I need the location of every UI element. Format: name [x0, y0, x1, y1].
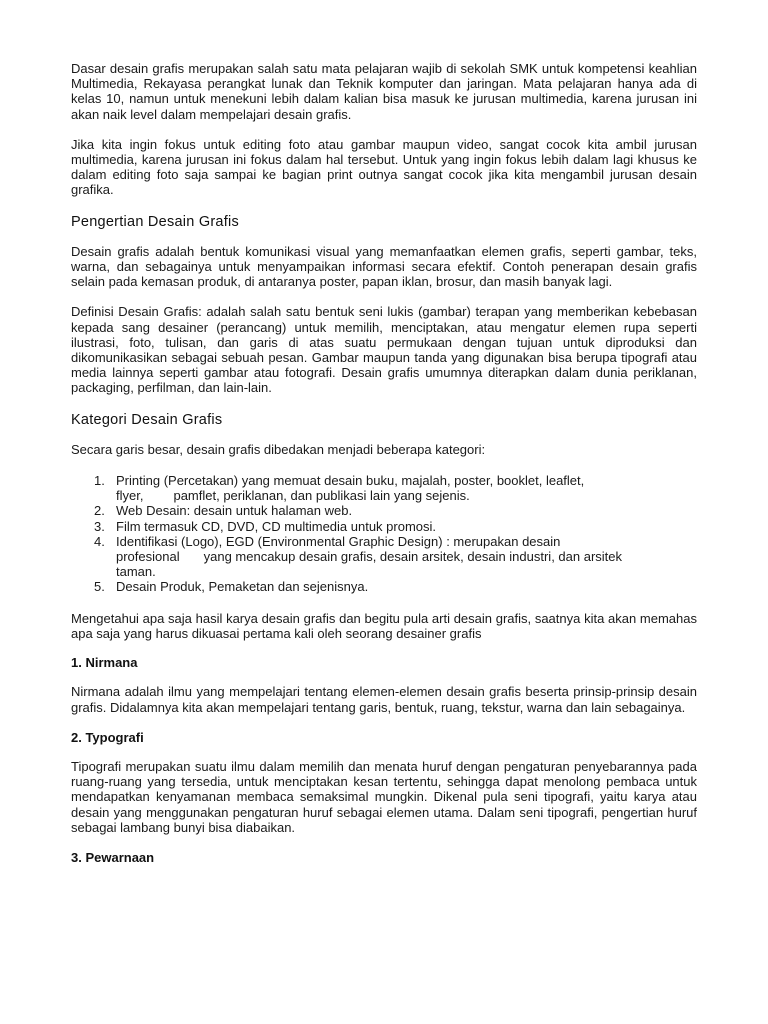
list-item-text: Identifikasi (Logo), EGD (Environmental Graphic Design) : merupakan desain	[116, 533, 561, 549]
section-heading-kategori: Kategori Desain Grafis	[71, 411, 223, 428]
section-heading-pewarnaan: 3. Pewarnaan	[71, 849, 155, 865]
list-item-text: Film termasuk CD, DVD, CD multimedia untuk promosi.	[116, 518, 437, 534]
list-item-text: pamflet, periklanan, dan publikasi lain yang sejenis.	[173, 488, 470, 504]
document-content	[71, 61, 697, 865]
intro-paragraph-1: Dasar desain grafis merupakan salah satu mata pelajaran wajib di sekolah SMK untuk kompetensi keahlian Multimedia, Rekayasa perangkat lunak dan Teknik komputer dan jaringan. Mata pelajaran hanya ada di kelas 10, namun untuk menekuni lebih dalam kalian bisa masuk ke jurusan multimedia, karena jurusan ini akan naik level dalam mempelajari desain grafis.	[71, 61, 697, 122]
list-item	[71, 519, 697, 534]
list-item-text: profesional	[116, 549, 180, 565]
list-item-text: Printing (Percetakan) yang memuat desain buku, majalah, poster, booklet, leaflet,	[116, 473, 585, 489]
list-item-text: Web Desain: desain untuk halaman web.	[116, 503, 353, 519]
pengertian-paragraph-2: Definisi Desain Grafis: adalah salah satu bentuk seni lukis (gambar) terapan yang memberikan kebebasan kepada sang desainer (perancang) untuk memilih, menciptakan, atau mengatur elemen rupa seperti ilustrasi, foto, tulisan, dan garis di atas suatu permukaan dengan tujuan untuk diproduksi dan dikomunikasikan sebagai sebuah pesan. Gambar maupun tanda yang digunakan bisa berupa tipografi atau media lainnya seperti gambar atau fotografi. Desain grafis umumnya diterapkan dalam dunia periklanan, packaging, perfilman, dan lain-lain.	[71, 304, 697, 396]
list-number: 1.	[94, 473, 105, 489]
pengertian-paragraph-1: Desain grafis adalah bentuk komunikasi visual yang memanfaatkan elemen grafis, seperti gambar, teks, warna, dan sebagainya untuk menyampaikan informasi secara efektif. Contoh penerapan desain grafis selain pada kemasan produk, di antaranya poster, papan iklan, brosur, dan masih banyak lagi.	[71, 243, 697, 290]
list-item	[71, 579, 697, 594]
list-number: 2.	[94, 503, 105, 519]
list-item	[71, 534, 697, 580]
list-number: 5.	[94, 579, 105, 595]
list-number: 4.	[94, 533, 105, 549]
section-heading-typografi: 2. Typografi	[71, 729, 144, 745]
kategori-outro: Mengetahui apa saja hasil karya desain grafis dan begitu pula arti desain grafis, saatnya kita akan memahas apa saja yang harus dikuasai pertama kali oleh seorang desainer grafis	[71, 610, 697, 641]
list-item	[71, 473, 697, 503]
typografi-paragraph: Tipografi merupakan suatu ilmu dalam memilih dan menata huruf dengan pengaturan penyebarannya pada ruang-ruang yang tersedia, untuk menciptakan kesan tertentu, sehingga dapat menolong pembaca untuk mendapatkan kenyamanan membaca semaksimal mungkin. Dikenal pula seni tipografi, yaitu karya atau desain yang menggunakan pengaturan huruf sebagai elemen utama. Dalam seni tipografi, pengertian huruf sebagai lambang bunyi bisa diabaikan.	[71, 758, 697, 835]
list-item-text: taman.	[116, 564, 156, 580]
list-item-text: yang mencakup desain grafis, desain arsitek, desain industri, dan arsitek	[203, 549, 623, 565]
nirmana-paragraph: Nirmana adalah ilmu yang mempelajari tentang elemen-elemen desain grafis beserta prinsip-prinsip desain grafis. Didalamnya kita akan mempelajari tentang garis, bentuk, ruang, tekstur, warna dan lain sebagainya.	[71, 684, 697, 715]
list-number: 3.	[94, 518, 105, 534]
kategori-intro: Secara garis besar, desain grafis dibedakan menjadi beberapa kategori:	[71, 441, 486, 457]
list-item-text: Desain Produk, Pemaketan dan sejenisnya.	[116, 579, 369, 595]
intro-paragraph-2: Jika kita ingin fokus untuk editing foto atau gambar maupun video, sangat cocok kita ambil jurusan multimedia, karena jurusan ini fokus dalam hal tersebut. Untuk yang ingin fokus lebih dalam lagi khusus ke dalam editing foto saja sampai ke bagian print outnya sangat cocok jika kita mengambil jurusan desain grafika.	[71, 136, 697, 198]
section-heading-pengertian: Pengertian Desain Grafis	[71, 213, 239, 230]
list-item	[71, 503, 697, 518]
section-heading-nirmana: 1. Nirmana	[71, 655, 138, 671]
kategori-list	[71, 473, 697, 595]
list-item-text: flyer,	[116, 488, 144, 504]
